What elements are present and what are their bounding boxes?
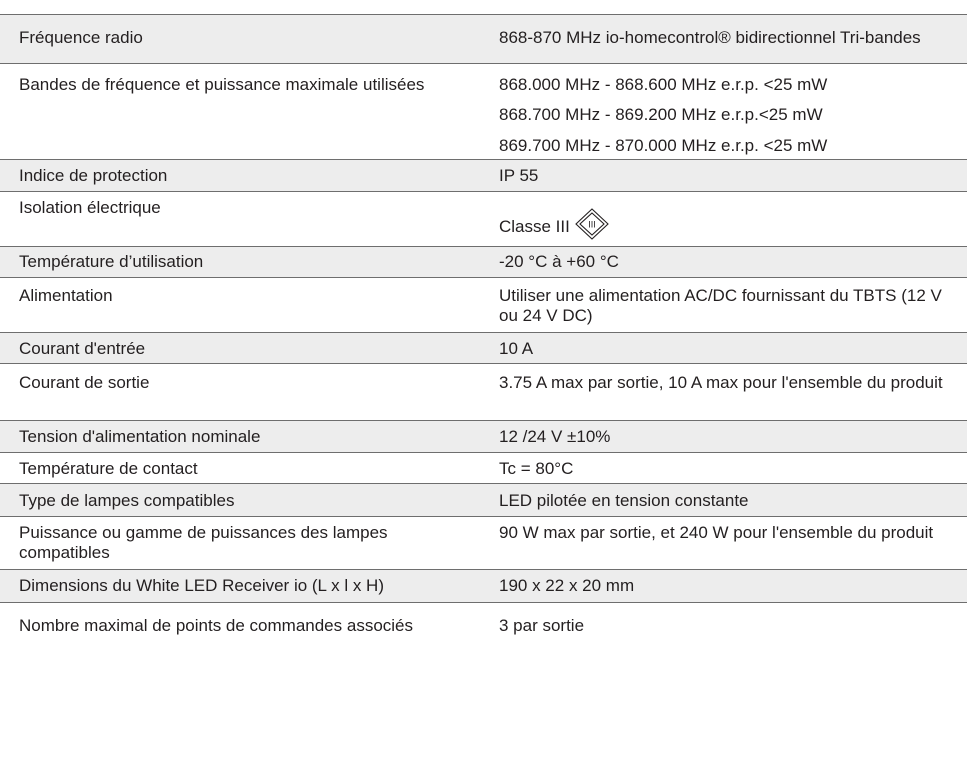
spec-label: Indice de protection xyxy=(0,160,490,192)
table-row xyxy=(0,247,967,278)
specifications-table xyxy=(0,14,967,663)
spec-value: 10 A xyxy=(490,333,967,364)
spec-value: 12 /24 V ±10% xyxy=(490,421,967,453)
spec-label: Fréquence radio xyxy=(0,15,490,64)
spec-value: -20 °C à +60 °C xyxy=(490,247,967,278)
spec-value: 3 par sortie xyxy=(499,616,585,635)
table-row xyxy=(0,160,967,192)
spec-value-group xyxy=(490,192,967,247)
table-row xyxy=(0,570,967,603)
spec-value: Utiliser une alimentation AC/DC fournissant du TBTS (12 V ou 24 V DC) xyxy=(499,286,942,325)
table-row xyxy=(0,603,967,663)
table-row xyxy=(0,15,967,64)
spec-label: Courant d'entrée xyxy=(0,333,490,364)
table-row xyxy=(0,278,967,333)
spec-label: Isolation électrique xyxy=(19,198,161,217)
spec-label: Tension d'alimentation nominale xyxy=(0,421,490,453)
table-row xyxy=(0,453,967,484)
spec-value: IP 55 xyxy=(490,160,967,192)
class-iii-symbol-label: III xyxy=(588,219,596,230)
table-row xyxy=(0,421,967,453)
table-row xyxy=(0,484,967,517)
spec-value: 868-870 MHz io-homecontrol® bidirectionnel Tri-bandes xyxy=(490,15,967,64)
spec-label: Nombre maximal de points de commandes associés xyxy=(19,616,414,635)
spec-label: Température d’utilisation xyxy=(0,247,490,278)
spec-value: 3.75 A max par sortie, 10 A max pour l'ensemble du produit xyxy=(499,373,943,392)
spec-value: 868.700 MHz - 869.200 MHz e.r.p.<25 mW xyxy=(499,105,823,124)
table-row xyxy=(0,64,967,160)
spec-value: 90 W max par sortie, et 240 W pour l'ensemble du produit xyxy=(499,523,934,542)
spec-value: Tc = 80°C xyxy=(499,459,574,478)
table-row xyxy=(0,333,967,364)
spec-value: 868.000 MHz - 868.600 MHz e.r.p. <25 mW xyxy=(499,75,828,94)
table-row xyxy=(0,192,967,247)
spec-label: Température de contact xyxy=(19,459,198,478)
spec-label: Type de lampes compatibles xyxy=(0,484,490,517)
spec-label: Bandes de fréquence et puissance maximale utilisées xyxy=(19,75,425,94)
table-row xyxy=(0,517,967,570)
spec-value: LED pilotée en tension constante xyxy=(490,484,967,517)
spec-label: Alimentation xyxy=(19,286,113,305)
spec-value-group xyxy=(490,64,967,160)
class-iii-symbol-icon xyxy=(574,208,610,240)
spec-label: Puissance ou gamme de puissances des lampes compatibles xyxy=(19,523,388,562)
spec-value: 190 x 22 x 20 mm xyxy=(490,570,967,603)
spec-value: Classe III xyxy=(499,217,570,236)
spec-value: 869.700 MHz - 870.000 MHz e.r.p. <25 mW xyxy=(499,136,828,155)
spec-label: Dimensions du White LED Receiver io (L x l x H) xyxy=(0,570,490,603)
spec-label: Courant de sortie xyxy=(19,373,150,392)
table-row xyxy=(0,364,967,421)
